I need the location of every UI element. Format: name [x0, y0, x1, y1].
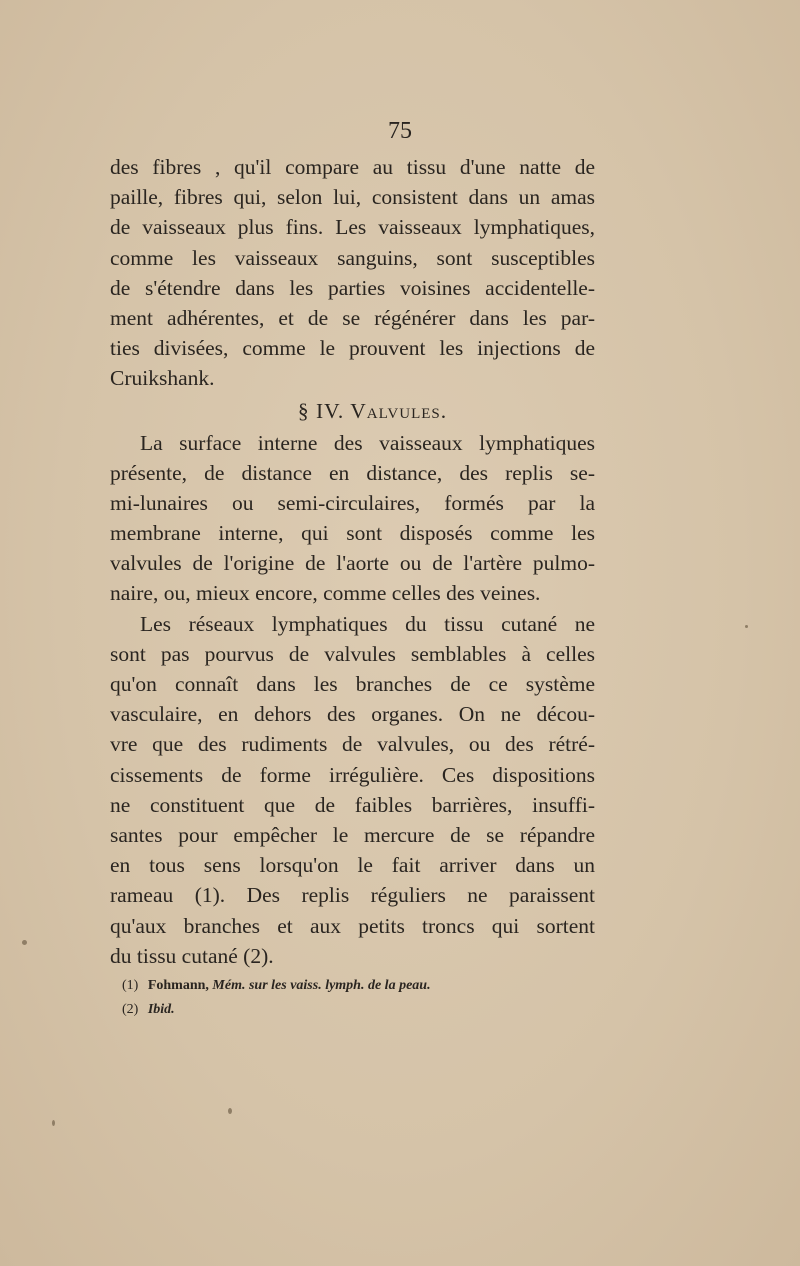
text-line: sont pas pourvus de valvules semblables à celles	[110, 641, 595, 666]
text-line: en tous sens lorsqu'on le fait arriver dans un	[110, 853, 595, 878]
text-line: du tissu cutané (2).	[110, 943, 274, 968]
paper-speck	[745, 625, 748, 628]
paper-speck	[52, 1120, 55, 1126]
text-line: vre que des rudiments de valvules, ou des rétré-	[110, 732, 595, 757]
text-line: de vaisseaux plus fins. Les vaisseaux lymphatiques,	[110, 215, 595, 240]
text-line: membrane interne, qui sont disposés comme les	[110, 521, 595, 546]
text-line: rameau (1). Des replis réguliers ne paraissent	[110, 883, 595, 908]
section-heading: § IV. Valvules.	[297, 398, 448, 423]
text-line: des fibres , qu'il compare au tissu d'une natte de	[110, 155, 595, 179]
text-line: comme les vaisseaux sanguins, sont susceptibles	[110, 245, 595, 270]
footnotes	[122, 974, 602, 1022]
text-line: ment adhérentes, et de se régénérer dans les par-	[110, 305, 595, 330]
page-number: 75	[388, 118, 412, 144]
text-line: santes pour empêcher le mercure de se répandre	[110, 822, 595, 847]
text-line: qu'aux branches et aux petits troncs qui sortent	[110, 913, 595, 938]
text-line: ne constituent que de faibles barrières, insuffi-	[110, 792, 595, 817]
text-line: présente, de distance en distance, des replis se-	[110, 460, 595, 485]
footnote	[122, 998, 602, 1022]
text-line: valvules de l'origine de l'aorte ou de l'artère pulmo-	[110, 551, 595, 576]
footnote-marker: (2)	[122, 1002, 139, 1017]
paragraph-1	[110, 152, 595, 394]
paper-speck	[22, 940, 27, 945]
text-line: cissements de forme irrégulière. Ces dispositions	[110, 762, 595, 787]
text-line: paille, fibres qui, selon lui, consistent dans un amas	[110, 185, 595, 210]
paragraph-3	[110, 609, 595, 971]
paragraph-2	[110, 428, 595, 609]
text-line: mi-lunaires ou semi-circulaires, formés par la	[110, 490, 595, 515]
footnote-title: Mém. sur les vaiss. lymph. de la peau.	[212, 978, 431, 993]
text-line: de s'étendre dans les parties voisines accidentelle-	[110, 275, 595, 300]
text-line: vasculaire, en dehors des organes. On ne décou-	[110, 702, 595, 727]
text-line: ties divisées, comme le prouvent les injections de	[110, 336, 595, 361]
footnote-marker: (1)	[122, 978, 139, 993]
text-line: qu'on connaît dans les branches de ce système	[110, 672, 595, 696]
text-line: Les réseaux lymphatiques du tissu cutané ne	[140, 611, 595, 636]
paper-speck	[228, 1108, 232, 1114]
body-text	[110, 152, 595, 971]
footnote-author: Fohmann,	[147, 978, 209, 993]
text-line: naire, ou, mieux encore, comme celles des veines.	[110, 581, 541, 606]
text-line: La surface interne des vaisseaux lymphatiques	[140, 430, 595, 455]
footnote-title: Ibid.	[147, 1002, 175, 1017]
footnote	[122, 974, 602, 998]
text-line: Cruikshank.	[110, 366, 215, 391]
